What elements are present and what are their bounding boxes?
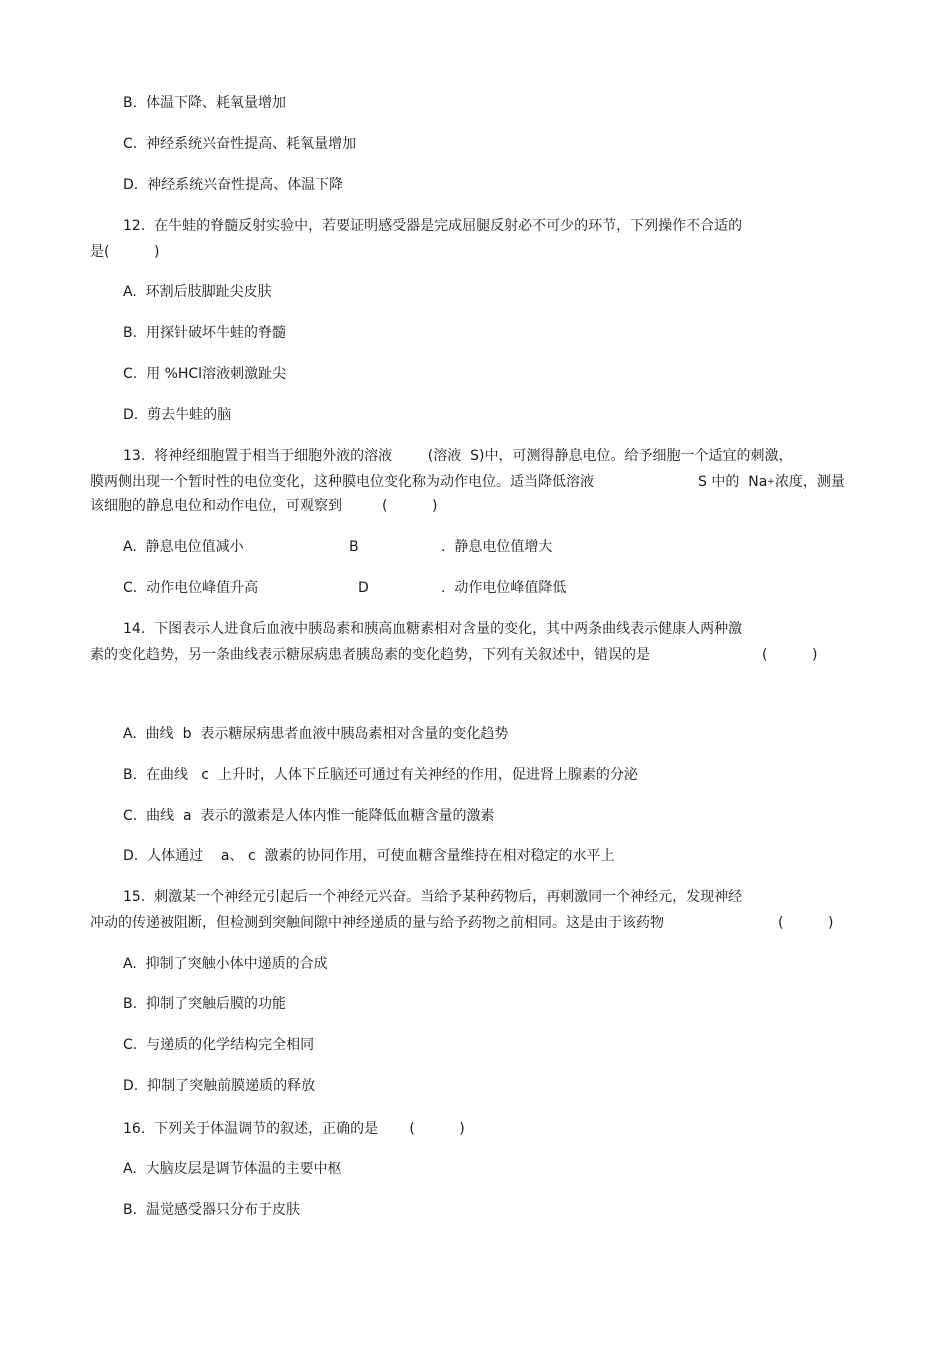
q14-stem-line-2a: 素的变化趋势，另一条曲线表示糖尿病患者胰岛素的变化趋势，下列有关叙述中，错误的是 [90, 647, 650, 663]
q13-option-b: . 静息电位值增大 [441, 539, 553, 555]
q15-stem-line-2a: 冲动的传递被阻断，但检测到突触间隙中神经递质的量与给予药物之前相同。这是由于该药物 [90, 915, 664, 931]
q12-option-b: B. 用探针破坏牛蛙的脊髓 [123, 325, 286, 341]
q13-stem-line-3: 该细胞的静息电位和动作电位，可观察到 ( ) [90, 498, 438, 514]
q12-option-d: D. 剪去牛蛙的脑 [123, 407, 232, 423]
q13-option-d-letter: D [358, 580, 369, 596]
q15-option-a: A. 抑制了突触小体中递质的合成 [123, 956, 328, 972]
q13-stem-line-2b: S 中的 Na+浓度，测量 [698, 474, 845, 490]
q13-option-a: A. 静息电位值减小 [123, 539, 244, 555]
q13-stem-line-2a: 膜两侧出现一个暂时性的电位变化，这种膜电位变化称为动作电位。适当降低溶液 [90, 474, 594, 490]
q14-stem-line-2b: ( ) [762, 647, 818, 663]
q15-option-d: D. 抑制了突触前膜递质的释放 [123, 1078, 316, 1094]
q12-option-c: C. 用 %HCl溶液刺激趾尖 [123, 366, 287, 382]
q11-option-b: B. 体温下降、耗氧量增加 [123, 95, 286, 111]
q13-stem-line-1: 13. 将神经细胞置于相当于细胞外液的溶液 (溶液 S)中，可测得静息电位。给予细胞一个适宜的刺激， [123, 448, 793, 464]
q14-option-b: B. 在曲线 c 上升时，人体下丘脑还可通过有关神经的作用，促进肾上腺素的分泌 [123, 767, 638, 783]
q11-option-d: D. 神经系统兴奋性提高、体温下降 [123, 177, 344, 193]
q16-stem-line-1: 16. 下列关于体温调节的叙述，正确的是 ( ) [123, 1121, 465, 1137]
q14-option-a: A. 曲线 b 表示糖尿病患者血液中胰岛素相对含量的变化趋势 [123, 726, 509, 742]
q14-stem-line-1: 14. 下图表示人进食后血液中胰岛素和胰高血糖素相对含量的变化，其中两条曲线表示健康人两种激 [123, 621, 743, 637]
q13-option-b-letter: B [349, 539, 359, 555]
q13-option-d: . 动作电位峰值降低 [441, 580, 567, 596]
q12-stem-line-2: 是( ) [90, 244, 160, 260]
q15-option-b: B. 抑制了突触后膜的功能 [123, 996, 286, 1012]
q16-option-b: B. 温觉感受器只分布于皮肤 [123, 1202, 300, 1218]
q12-stem-line-1: 12. 在牛蛙的脊髓反射实验中，若要证明感受器是完成屈腿反射必不可少的环节，下列操作不合适的 [123, 218, 743, 234]
q11-option-c: C. 神经系统兴奋性提高、耗氧量增加 [123, 136, 357, 152]
q13-option-c: C. 动作电位峰值升高 [123, 580, 259, 596]
q14-option-d: D. 人体通过 a、 c 激素的协同作用，可使血糖含量维持在相对稳定的水平上 [123, 848, 615, 864]
q14-option-c: C. 曲线 a 表示的激素是人体内惟一能降低血糖含量的激素 [123, 808, 495, 824]
q15-stem-line-2b: ( ) [778, 915, 834, 931]
q15-stem-line-1: 15. 刺激某一个神经元引起后一个神经元兴奋。当给予某种药物后，再刺激同一个神经元，发现神经 [123, 889, 743, 905]
q15-option-c: C. 与递质的化学结构完全相同 [123, 1037, 315, 1053]
q16-option-a: A. 大脑皮层是调节体温的主要中枢 [123, 1161, 342, 1177]
q12-option-a: A. 环割后肢脚趾尖皮肤 [123, 284, 272, 300]
